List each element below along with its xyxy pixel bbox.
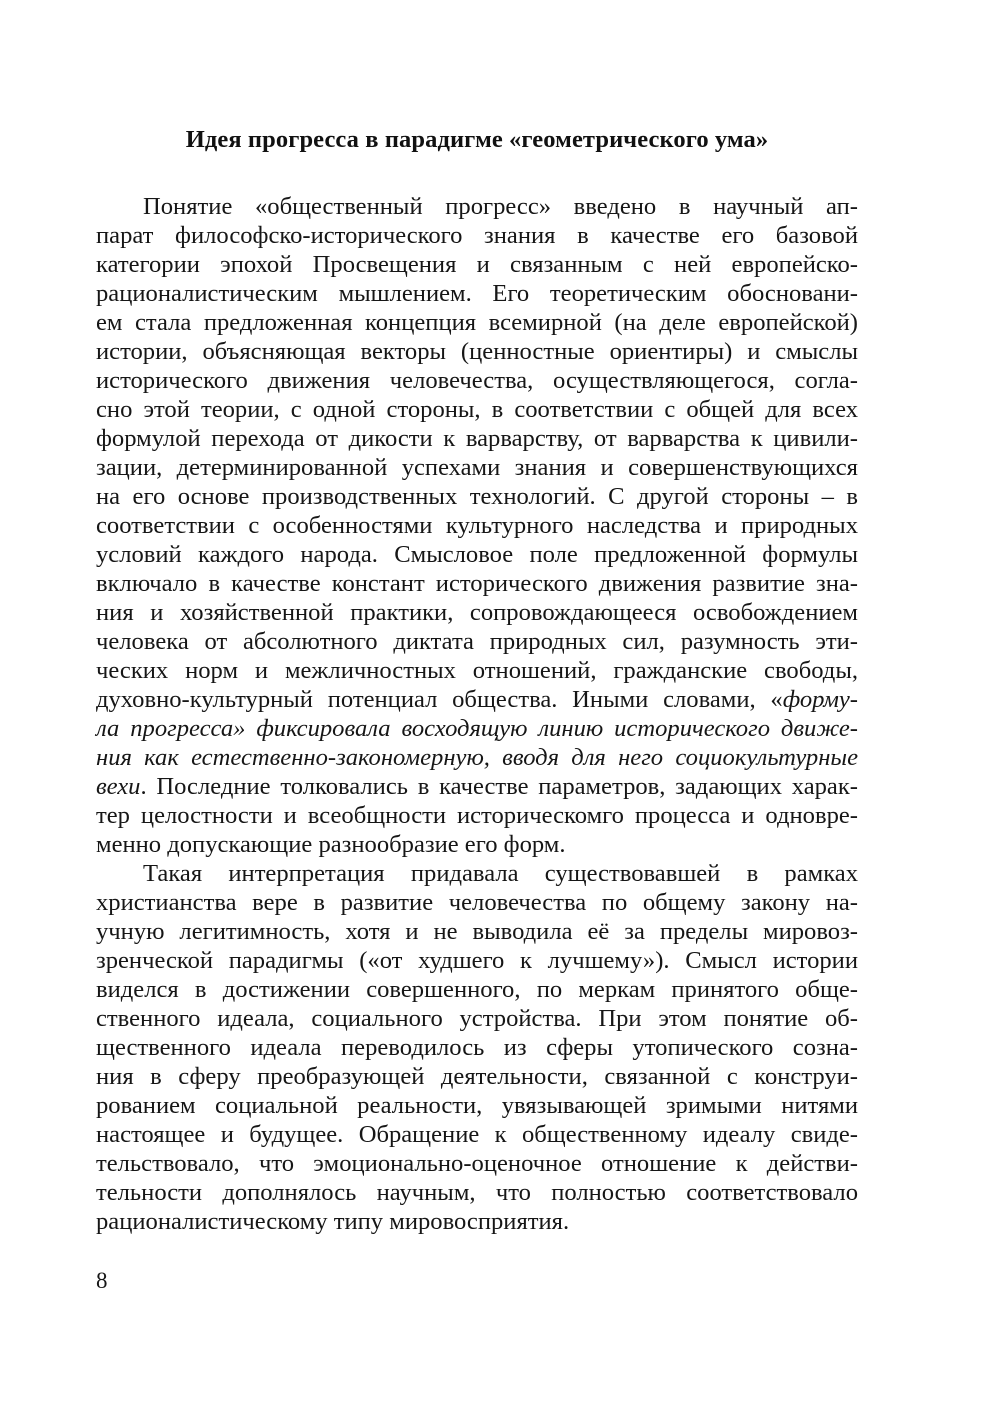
text-line-italic [96, 714, 858, 744]
text-line: зренческой парадигмы («от худшего к лучшему»). Смысл истории [96, 947, 858, 974]
text-line: христианства вере в развитие человечества по общему закону на- [96, 889, 858, 916]
text-line-mixed [96, 772, 858, 802]
text-line: ческих норм и межличностных отношений, гражданские свободы, [96, 657, 858, 684]
text-line: тельности дополнялось научным, что полностью соответствовало [96, 1179, 858, 1206]
text-line: Такая интерпретация придавала существовавшей в рамках [143, 860, 858, 887]
text-run: . Последние толковались в качестве параметров, задающих харак- [140, 773, 858, 800]
text-line: рационалистическому типу мировосприятия. [96, 1208, 570, 1235]
text-run-italic: ния как естественно-закономерную, вводя для него социокультурные [96, 744, 858, 771]
text-line: тер целостности и всеобщности историческомго процесса и одновре- [96, 802, 858, 829]
text-line: истории, объясняющая векторы (ценностные ориентиры) и смыслы [96, 338, 858, 365]
text-line: Понятие «общественный прогресс» введено в научный ап- [143, 193, 858, 220]
text-run-italic: форму- [782, 686, 858, 713]
text-line: включало в качестве констант исторического движения развитие зна- [96, 570, 858, 597]
text-line: ния и хозяйственной практики, сопровождающееся освобождением [96, 599, 858, 626]
text-line-italic [96, 743, 858, 773]
text-line: ственного идеала, социального устройства. При этом понятие об- [96, 1005, 858, 1032]
text-line: настоящее и будущее. Обращение к общественному идеалу свиде- [96, 1121, 858, 1148]
text-line: виделся в достижении совершенного, по меркам принятого обще- [96, 976, 858, 1003]
text-run: духовно-культурный потенциал общества. Иными словами, « [96, 686, 783, 713]
text-run-italic: ла прогресса» фиксировала восходящую линию исторического движе- [96, 715, 858, 742]
text-line: человека от абсолютного диктата природных сил, разумность эти- [96, 628, 858, 655]
text-line: ния в сферу преобразующей деятельности, связанной с конструи- [96, 1063, 858, 1090]
text-line: ем стала предложенная концепция всемирной (на деле европейской) [96, 309, 858, 336]
text-line: исторического движения человечества, осуществляющегося, согла- [96, 367, 858, 394]
section-title: Идея прогресса в парадигме «геометрического ума» [185, 126, 769, 153]
text-line: учную легитимность, хотя и не выводила её за пределы мировоз- [96, 918, 858, 945]
text-line: рационалистическим мышлением. Его теоретическим обосновани- [96, 280, 858, 307]
text-line: категории эпохой Просвещения и связанным с ней европейско- [96, 251, 858, 278]
text-line: сно этой теории, с одной стороны, в соответствии с общей для всех [96, 396, 858, 423]
text-line: соответствии с особенностями культурного наследства и природных [96, 512, 858, 539]
text-line: рованием социальной реальности, увязывающей зримыми нитями [96, 1092, 858, 1119]
text-line: менно допускающие разнообразие его форм. [96, 831, 566, 858]
text-line: тельствовало, что эмоционально-оценочное отношение к действи- [96, 1150, 858, 1177]
text-line: парат философско-исторического знания в качестве его базовой [96, 222, 858, 249]
text-line: щественного идеала переводилось из сферы утопического созна- [96, 1034, 858, 1061]
text-line: зации, детерминированной успехами знания и совершенствующихся [96, 454, 858, 481]
text-line-mixed [96, 685, 858, 715]
text-run-italic: вехи [96, 773, 141, 800]
page-number: 8 [96, 1268, 108, 1293]
text-line: на его основе производственных технологий. С другой стороны – в [96, 483, 858, 510]
text-line: условий каждого народа. Смысловое поле предложенной формулы [96, 541, 858, 568]
text-line: формулой перехода от дикости к варварству, от варварства к цивили- [96, 425, 858, 452]
